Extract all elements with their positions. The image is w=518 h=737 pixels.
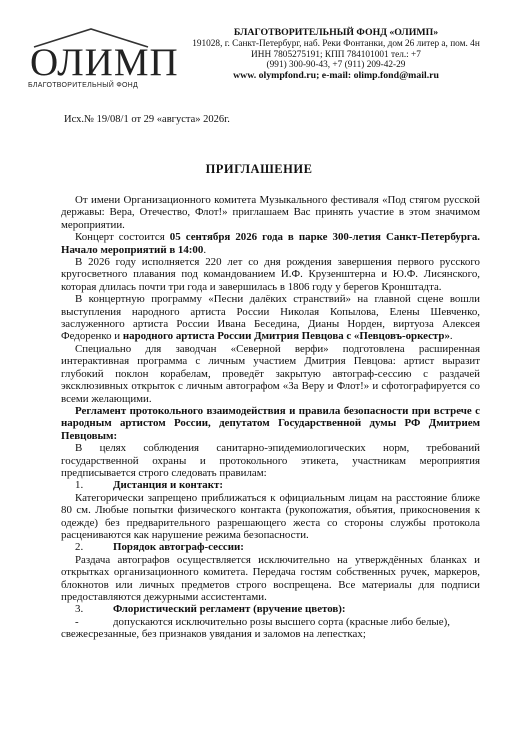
org-address: 191028, г. Санкт-Петербург, наб. Реки Фонтанки, дом 26 литер а, пом. 4н [192,38,480,49]
paragraph-anniversary: В 2026 году исполняется 220 лет со дня рождения завершения первого русского кругосветного плавания под командованием И.Ф. Крузенштерна и Ю.Ф. Лисянского, которая длилась почти три года и завершилась в 1806 году у берегов Кронштадта. [61,256,480,293]
rule-3-subitem-continuation: свежесрезанные, без признаков увядания и заломов на лепестках; [61,628,366,641]
rule-1-heading: 1. Дистанция и контакт: [75,479,223,492]
org-name: БЛАГОТВОРИТЕЛЬНЫЙ ФОНД «ОЛИМП» [233,27,439,38]
paragraph-invitation: От имени Организационного комитета Музыкального фестиваля «Под стягом русской державы: Вера, Отечество, Флот!» приглашаем Вас принять участие в этом значимом мероприятии. [61,194,480,231]
document-title: ПРИГЛАШЕНИЕ [205,162,313,176]
paragraph-concert-date: Концерт состоится 05 сентября 2026 года в парке 300-летия Санкт-Петербурга. Начало мероприятий в 14:00. [61,231,480,256]
rule-2-heading: 2. Порядок автограф-сессии: [75,541,244,554]
rule-3-heading: 3. Флористический регламент (вручение цветов): [75,603,346,616]
logo-wordmark: ОЛИМП [30,41,179,84]
logo-subtitle: БЛАГОТВОРИТЕЛЬНЫЙ ФОНД [28,82,139,89]
concert-date-time: 05 сентября 2026 года в парке 300-летия Санкт-Петербурга. Начало мероприятий в 14:00 [61,231,480,256]
paragraph-regulation-heading: Регламент протокольного взаимодействия и правила безопасности при встрече с народным артистом России, депутатом Государственной думы РФ Дмитрием Певцовым: [61,404,480,442]
org-tax-ids: ИНН 7805275191; КПП 784101001 тел.: +7 [251,49,421,60]
letterhead-details [176,28,496,82]
paragraph-program: В концертную программу «Песни далёких странствий» на главной сцене вошли выступления народного артиста России Николая Копылова, Елены Шевченко, заслуженного артиста России Ивана Беседина, Дианы Норден, виртуоза Алексея Федоренко и народного артиста России Дмитрия Певцова с «Певцовъ-оркестр». [61,293,480,343]
org-phones: (991) 300-90-43, +7 (911) 209-42-29 [266,60,406,71]
org-web-email: www. olympfond.ru; e-mail: olimp.fond@mail.ru [233,70,439,82]
paragraph-rules-intro: В целях соблюдения санитарно-эпидемиологических норм, требований государственной охраны и протокольного этикета, участникам мероприятия предписывается строго следовать правилам: [61,442,480,479]
rule-3-subitem: - допускаются исключительно розы высшего сорта (красные либо белые), [75,615,450,628]
document-body [61,194,480,641]
paragraph-special-program: Специально для заводчан «Северной верфи» подготовлена расширенная интерактивная программа с личным участием Дмитрия Певцова: артист выразит глубокий поклон корабелам, проведёт закрытую автограф-сессию с раздачей эксклюзивных открыток с личным автографом «За Веру и Флот!» и сфотографируется со всеми желающими. [61,342,480,405]
outgoing-ref-number: Исх.№ 19/08/1 от 29 «августа» 2026г. [64,114,230,125]
rule-1-text: Категорически запрещено приближаться к официальным лицам на расстояние ближе 80 см. Любые попытки физического контакта (рукопожатия, объятия, прикосновения к одежде) без предварительного разрешающего жеста со стороны службы протокола расцениваются как нарушение режима безопасности. [61,491,480,541]
foundation-logo [22,26,179,89]
rule-2-text: Раздача автографов осуществляется исключительно на утверждённых бланках и открытках организационного комитета. Передача гостям собственных ручек, маркеров, блокнотов или личных предметов строго воспрещена. Все материалы для подписи предоставляются дежурными ассистентами. [61,553,480,603]
headliner: народного артиста России Дмитрия Певцова с «Певцовъ-оркестр» [122,330,450,343]
